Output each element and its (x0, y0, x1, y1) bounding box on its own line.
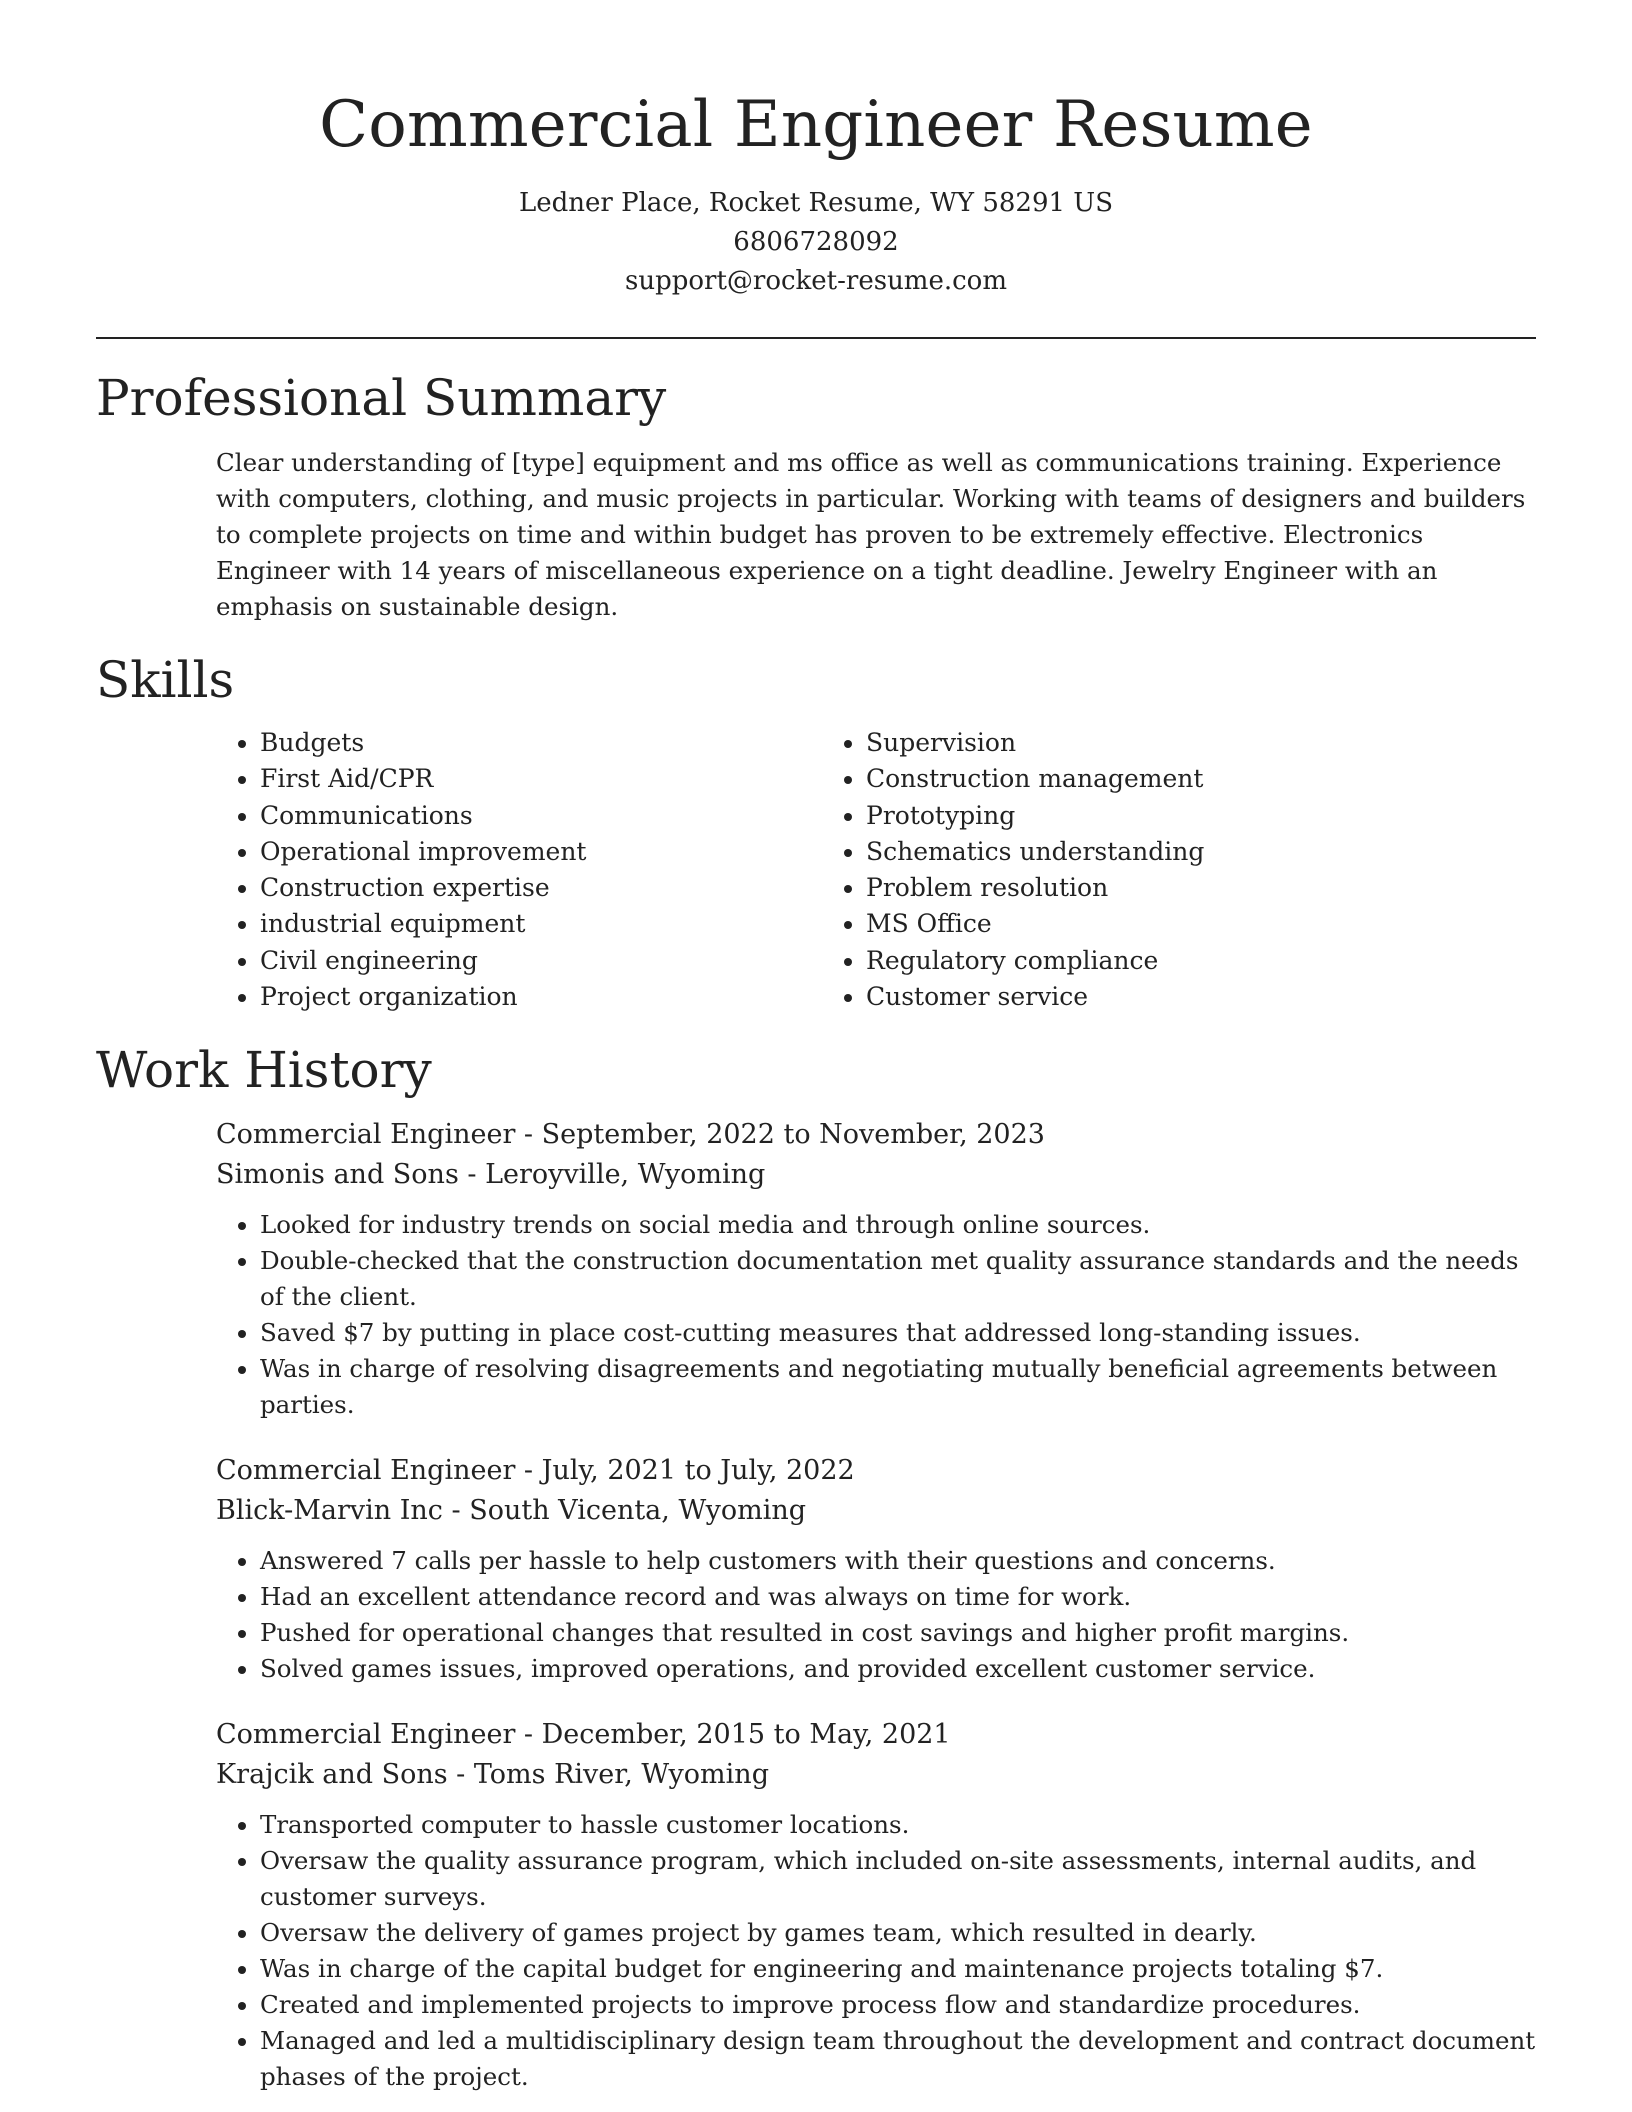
resume-header (96, 0, 1536, 301)
job-bullet: • Looked for industry trends on social media and through online sources. (260, 1207, 1536, 1243)
skill-item: • Construction expertise (260, 870, 822, 906)
job-bullet: • Solved games issues, improved operations, and provided excellent customer service. (260, 1651, 1536, 1687)
summary-text: Clear understanding of [type] equipment and ms office as well as communications training. Experience with computers, clothing, and music projects in particular. Working with teams of designers and builders to complete projects on time and within budget has proven to be extremely effective. Electronics Engineer with 14 years of miscellaneous experience on a tight deadline. Jewelry Engineer with an emphasis on sustainable design. (216, 448, 1526, 621)
header-divider (96, 337, 1536, 339)
skill-item: • Customer service (866, 979, 1536, 1015)
resume-title: Commercial Engineer Resume (319, 88, 1313, 162)
job-entry (216, 1115, 1536, 1423)
job-bullet: • Managed and led a multidisciplinary design team throughout the development and contract document phases of the project. (260, 2023, 1536, 2095)
job-bullet: • Answered 7 calls per hassle to help customers with their questions and concerns. (260, 1543, 1536, 1579)
job-bullet: • Oversaw the delivery of games project by games team, which resulted in dearly. (260, 1915, 1536, 1951)
skill-item: • Regulatory compliance (866, 943, 1536, 979)
section-title-skills: Skills (96, 651, 235, 709)
job-title: Commercial Engineer - September, 2022 to November, 2023 (216, 1119, 1045, 1151)
job-bullet: • Had an excellent attendance record and was always on time for work. (260, 1579, 1536, 1615)
professional-summary-section (96, 367, 1536, 625)
job-bullet: • Pushed for operational changes that resulted in cost savings and higher profit margins. (260, 1615, 1536, 1651)
skill-item: • Civil engineering (260, 943, 822, 979)
skill-item: • industrial equipment (260, 906, 822, 942)
job-bullet: • Was in charge of resolving disagreements and negotiating mutually beneficial agreements between parties. (260, 1351, 1536, 1423)
contact-phone: 6806728092 (733, 227, 899, 257)
job-bullets (216, 1807, 1536, 2095)
job-entry (216, 1715, 1536, 2095)
contact-email: support@rocket-resume.com (624, 266, 1007, 296)
job-entry (216, 1451, 1536, 1687)
job-bullets (216, 1543, 1536, 1687)
skill-item: • Construction management (866, 761, 1536, 797)
contact-address: Ledner Place, Rocket Resume, WY 58291 US (518, 188, 1114, 218)
skill-item: • MS Office (866, 906, 1536, 942)
section-title-summary: Professional Summary (96, 369, 667, 427)
job-bullets (216, 1207, 1536, 1423)
skill-item: • Schematics understanding (866, 834, 1536, 870)
skills-list-left (216, 725, 822, 1015)
job-bullet: • Oversaw the quality assurance program, which included on-site assessments, internal audits, and customer surveys. (260, 1843, 1536, 1915)
skill-item: • Project organization (260, 979, 822, 1015)
section-title-work: Work History (96, 1041, 432, 1100)
skill-item: • Supervision (866, 725, 1536, 761)
skill-item: • Prototyping (866, 798, 1536, 834)
job-company: Blick-Marvin Inc - South Vicenta, Wyoming (216, 1495, 807, 1527)
job-company: Krajcik and Sons - Toms River, Wyoming (216, 1759, 769, 1791)
skills-section (96, 649, 1536, 1015)
job-bullet: • Saved $7 by putting in place cost-cutting measures that addressed long-standing issues. (260, 1315, 1536, 1351)
job-bullet: • Double-checked that the construction documentation met quality assurance standards and the needs of the client. (260, 1243, 1536, 1315)
skill-item: • Problem resolution (866, 870, 1536, 906)
skill-item: • Operational improvement (260, 834, 822, 870)
skill-item: • First Aid/CPR (260, 761, 822, 797)
skills-list-right (822, 725, 1536, 1015)
skill-item: • Budgets (260, 725, 822, 761)
skill-item: • Communications (260, 798, 822, 834)
job-title: Commercial Engineer - July, 2021 to July, 2022 (216, 1455, 855, 1487)
job-company: Simonis and Sons - Leroyville, Wyoming (216, 1159, 766, 1191)
job-title: Commercial Engineer - December, 2015 to May, 2021 (216, 1719, 951, 1751)
job-bullet: • Was in charge of the capital budget for engineering and maintenance projects totaling $7. (260, 1951, 1536, 1987)
work-history-section (96, 1039, 1536, 2095)
job-bullet: • Transported computer to hassle customer locations. (260, 1807, 1536, 1843)
skills-grid (216, 725, 1536, 1015)
job-bullet: • Created and implemented projects to improve process flow and standardize procedures. (260, 1987, 1536, 2023)
